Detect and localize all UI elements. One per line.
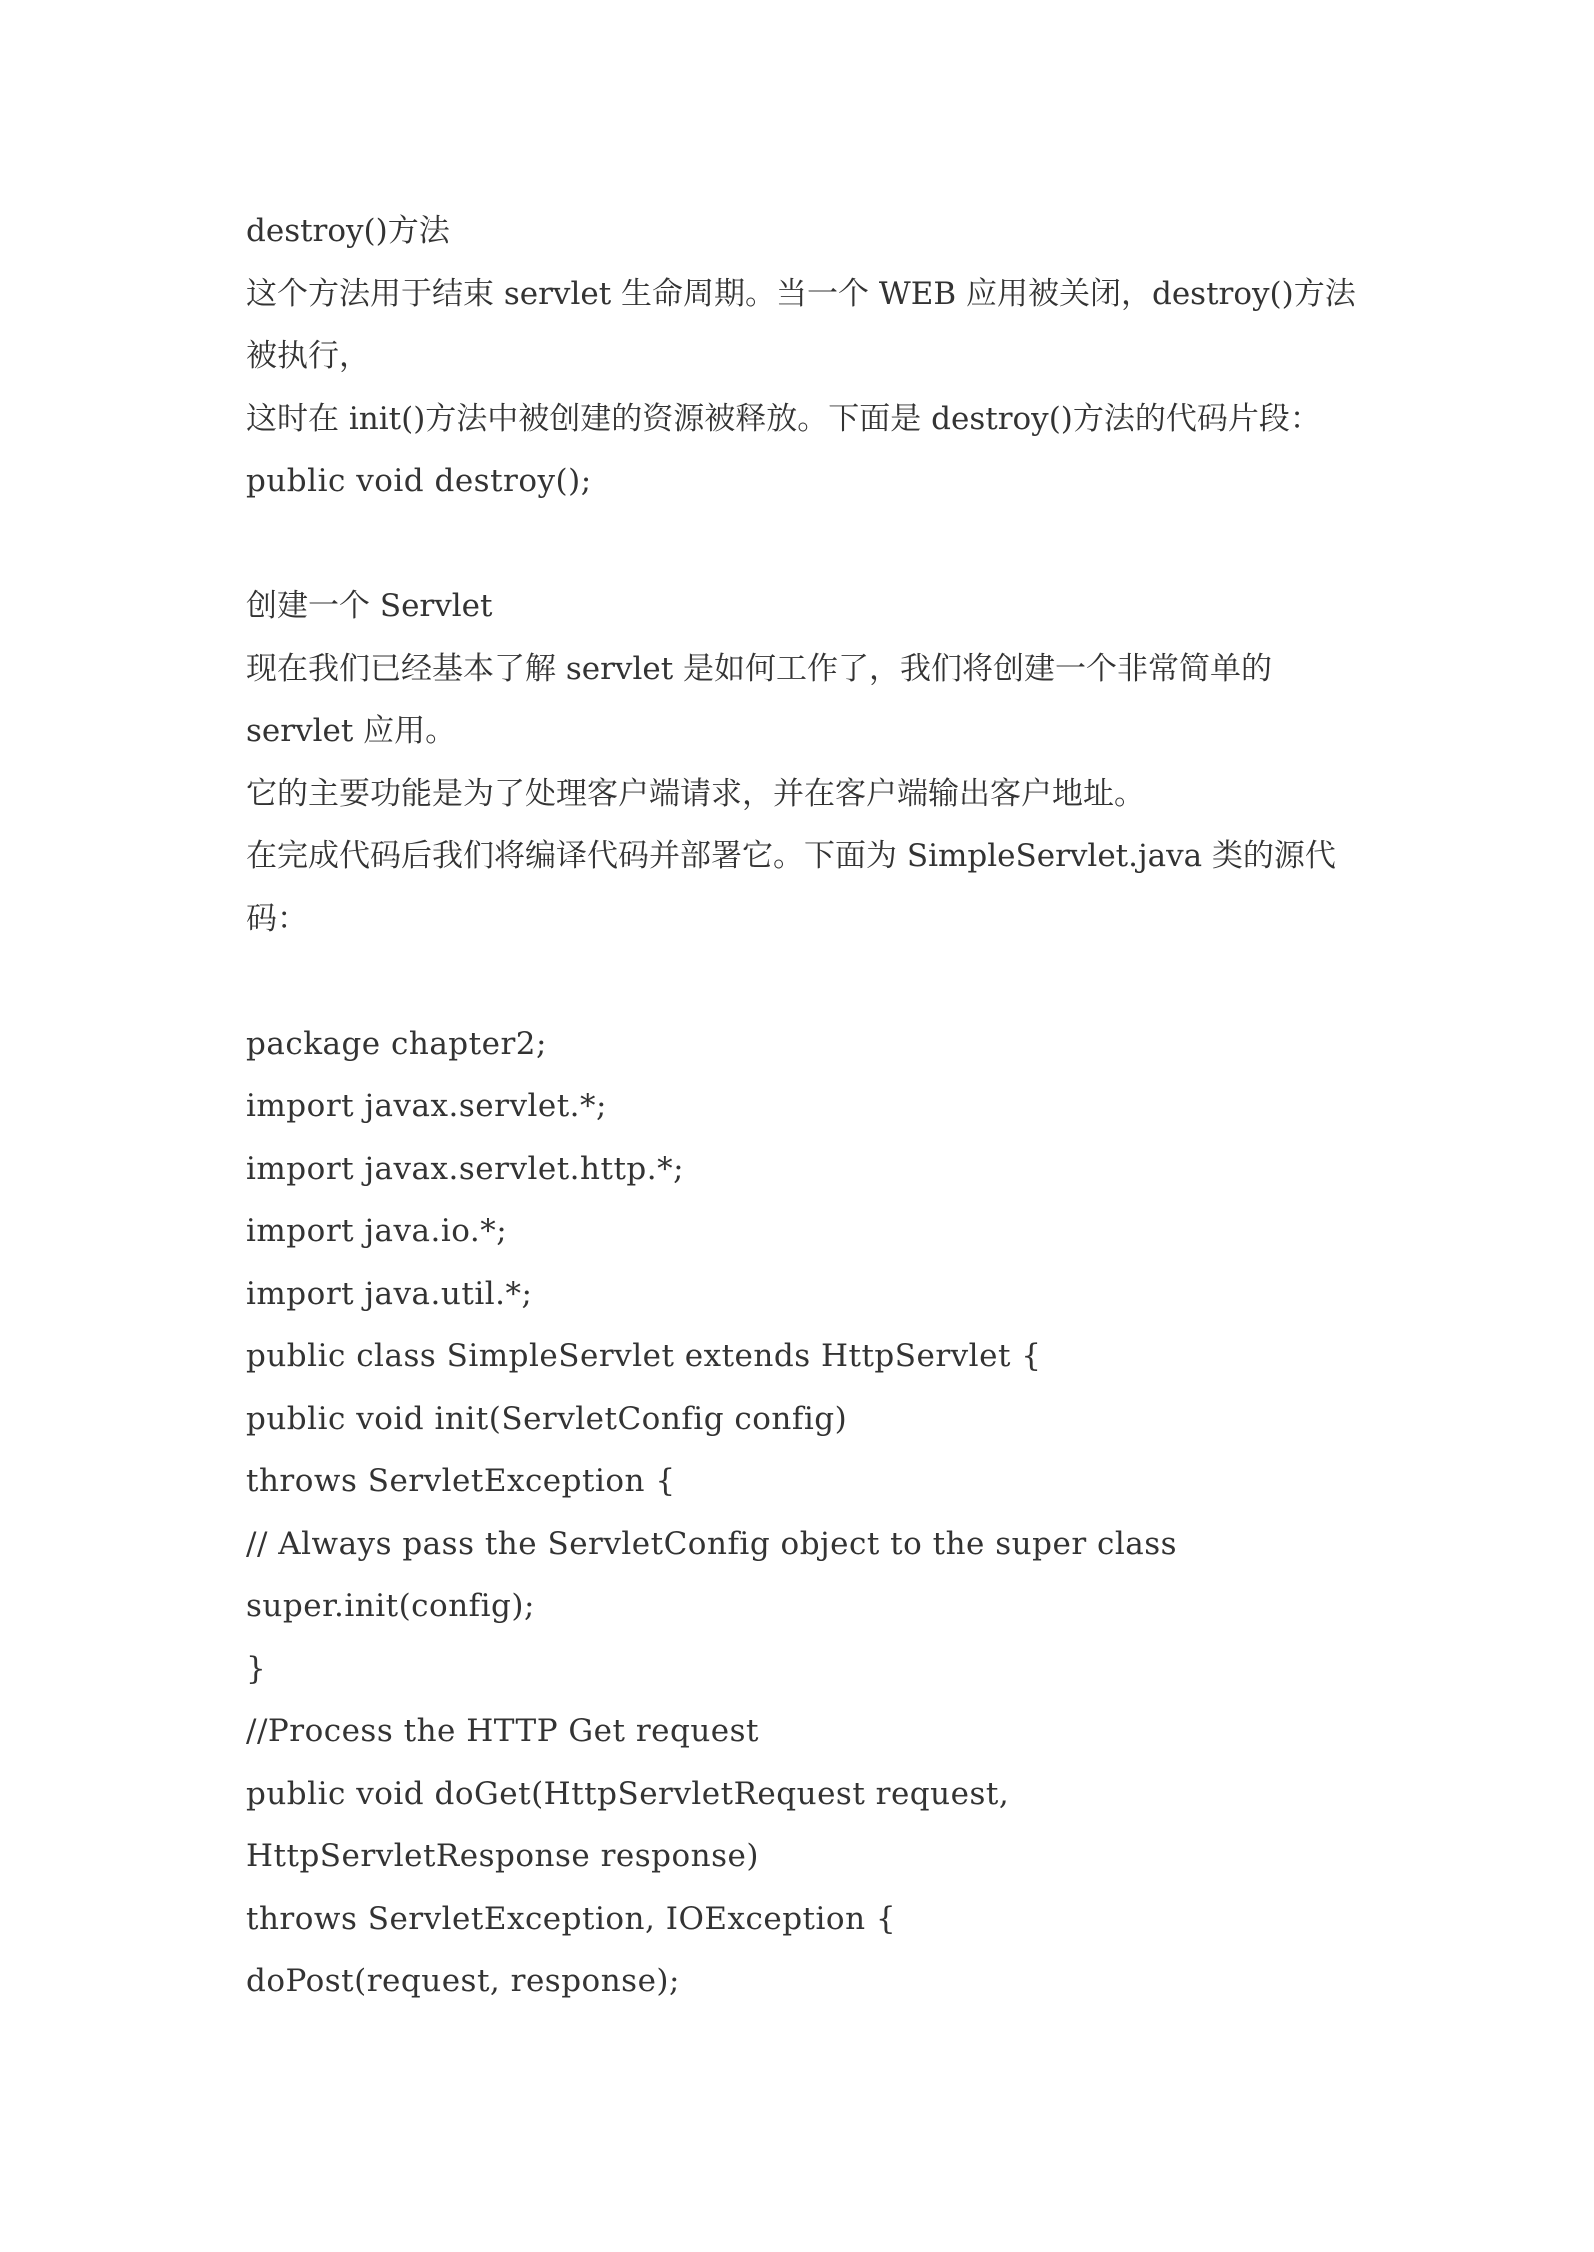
paragraph-line: 码： (246, 900, 308, 937)
code-line: import javax.servlet.http.*; (246, 1150, 685, 1187)
code-line: import java.util.*; (246, 1275, 533, 1312)
paragraph-line: servlet 应用。 (246, 713, 457, 749)
code-line: package chapter2; (246, 1025, 547, 1062)
document-content (246, 200, 1366, 2013)
code-line: public void init(ServletConfig config) (246, 1400, 848, 1437)
code-line: public void doGet(HttpServletRequest request, (246, 1775, 1010, 1812)
section-heading-create-servlet: 创建一个 Servlet (246, 588, 493, 624)
code-line: throws ServletException, IOException { (246, 1900, 897, 1937)
code-line: //Process the HTTP Get request (246, 1713, 760, 1749)
code-listing (246, 1013, 1366, 2013)
paragraph-line: 它的主要功能是为了处理客户端请求，并在客户端输出客户地址。 (246, 775, 1145, 812)
code-line: import javax.servlet.*; (246, 1088, 607, 1124)
code-line: HttpServletResponse response) (246, 1838, 759, 1874)
code-line: import java.io.*; (246, 1213, 508, 1249)
paragraph-line: 这时在 init()方法中被创建的资源被释放。下面是 destroy()方法的代码片段： (246, 400, 1321, 437)
paragraph-line: 被执行， (246, 338, 370, 374)
section-heading-destroy: destroy()方法 (246, 213, 450, 249)
paragraph-line: 现在我们已经基本了解 servlet 是如何工作了，我们将创建一个非常简单的 (246, 650, 1273, 687)
paragraph-line: 这个方法用于结束 servlet 生命周期。当一个 WEB 应用被关闭，destroy()方法 (246, 275, 1356, 312)
code-line: public class SimpleServlet extends HttpServlet { (246, 1338, 1042, 1374)
spacer (246, 513, 1366, 576)
code-line: super.init(config); (246, 1588, 535, 1624)
code-line: } (246, 1650, 267, 1687)
code-line: // Always pass the ServletConfig object to the super class (246, 1525, 1178, 1562)
paragraph-line: 在完成代码后我们将编译代码并部署它。下面为 SimpleServlet.java 类的源代 (246, 838, 1336, 874)
code-line: throws ServletException { (246, 1463, 676, 1499)
spacer (246, 950, 1366, 1013)
code-snippet-destroy: public void destroy(); (246, 463, 592, 499)
code-line: doPost(request, response); (246, 1963, 680, 1999)
